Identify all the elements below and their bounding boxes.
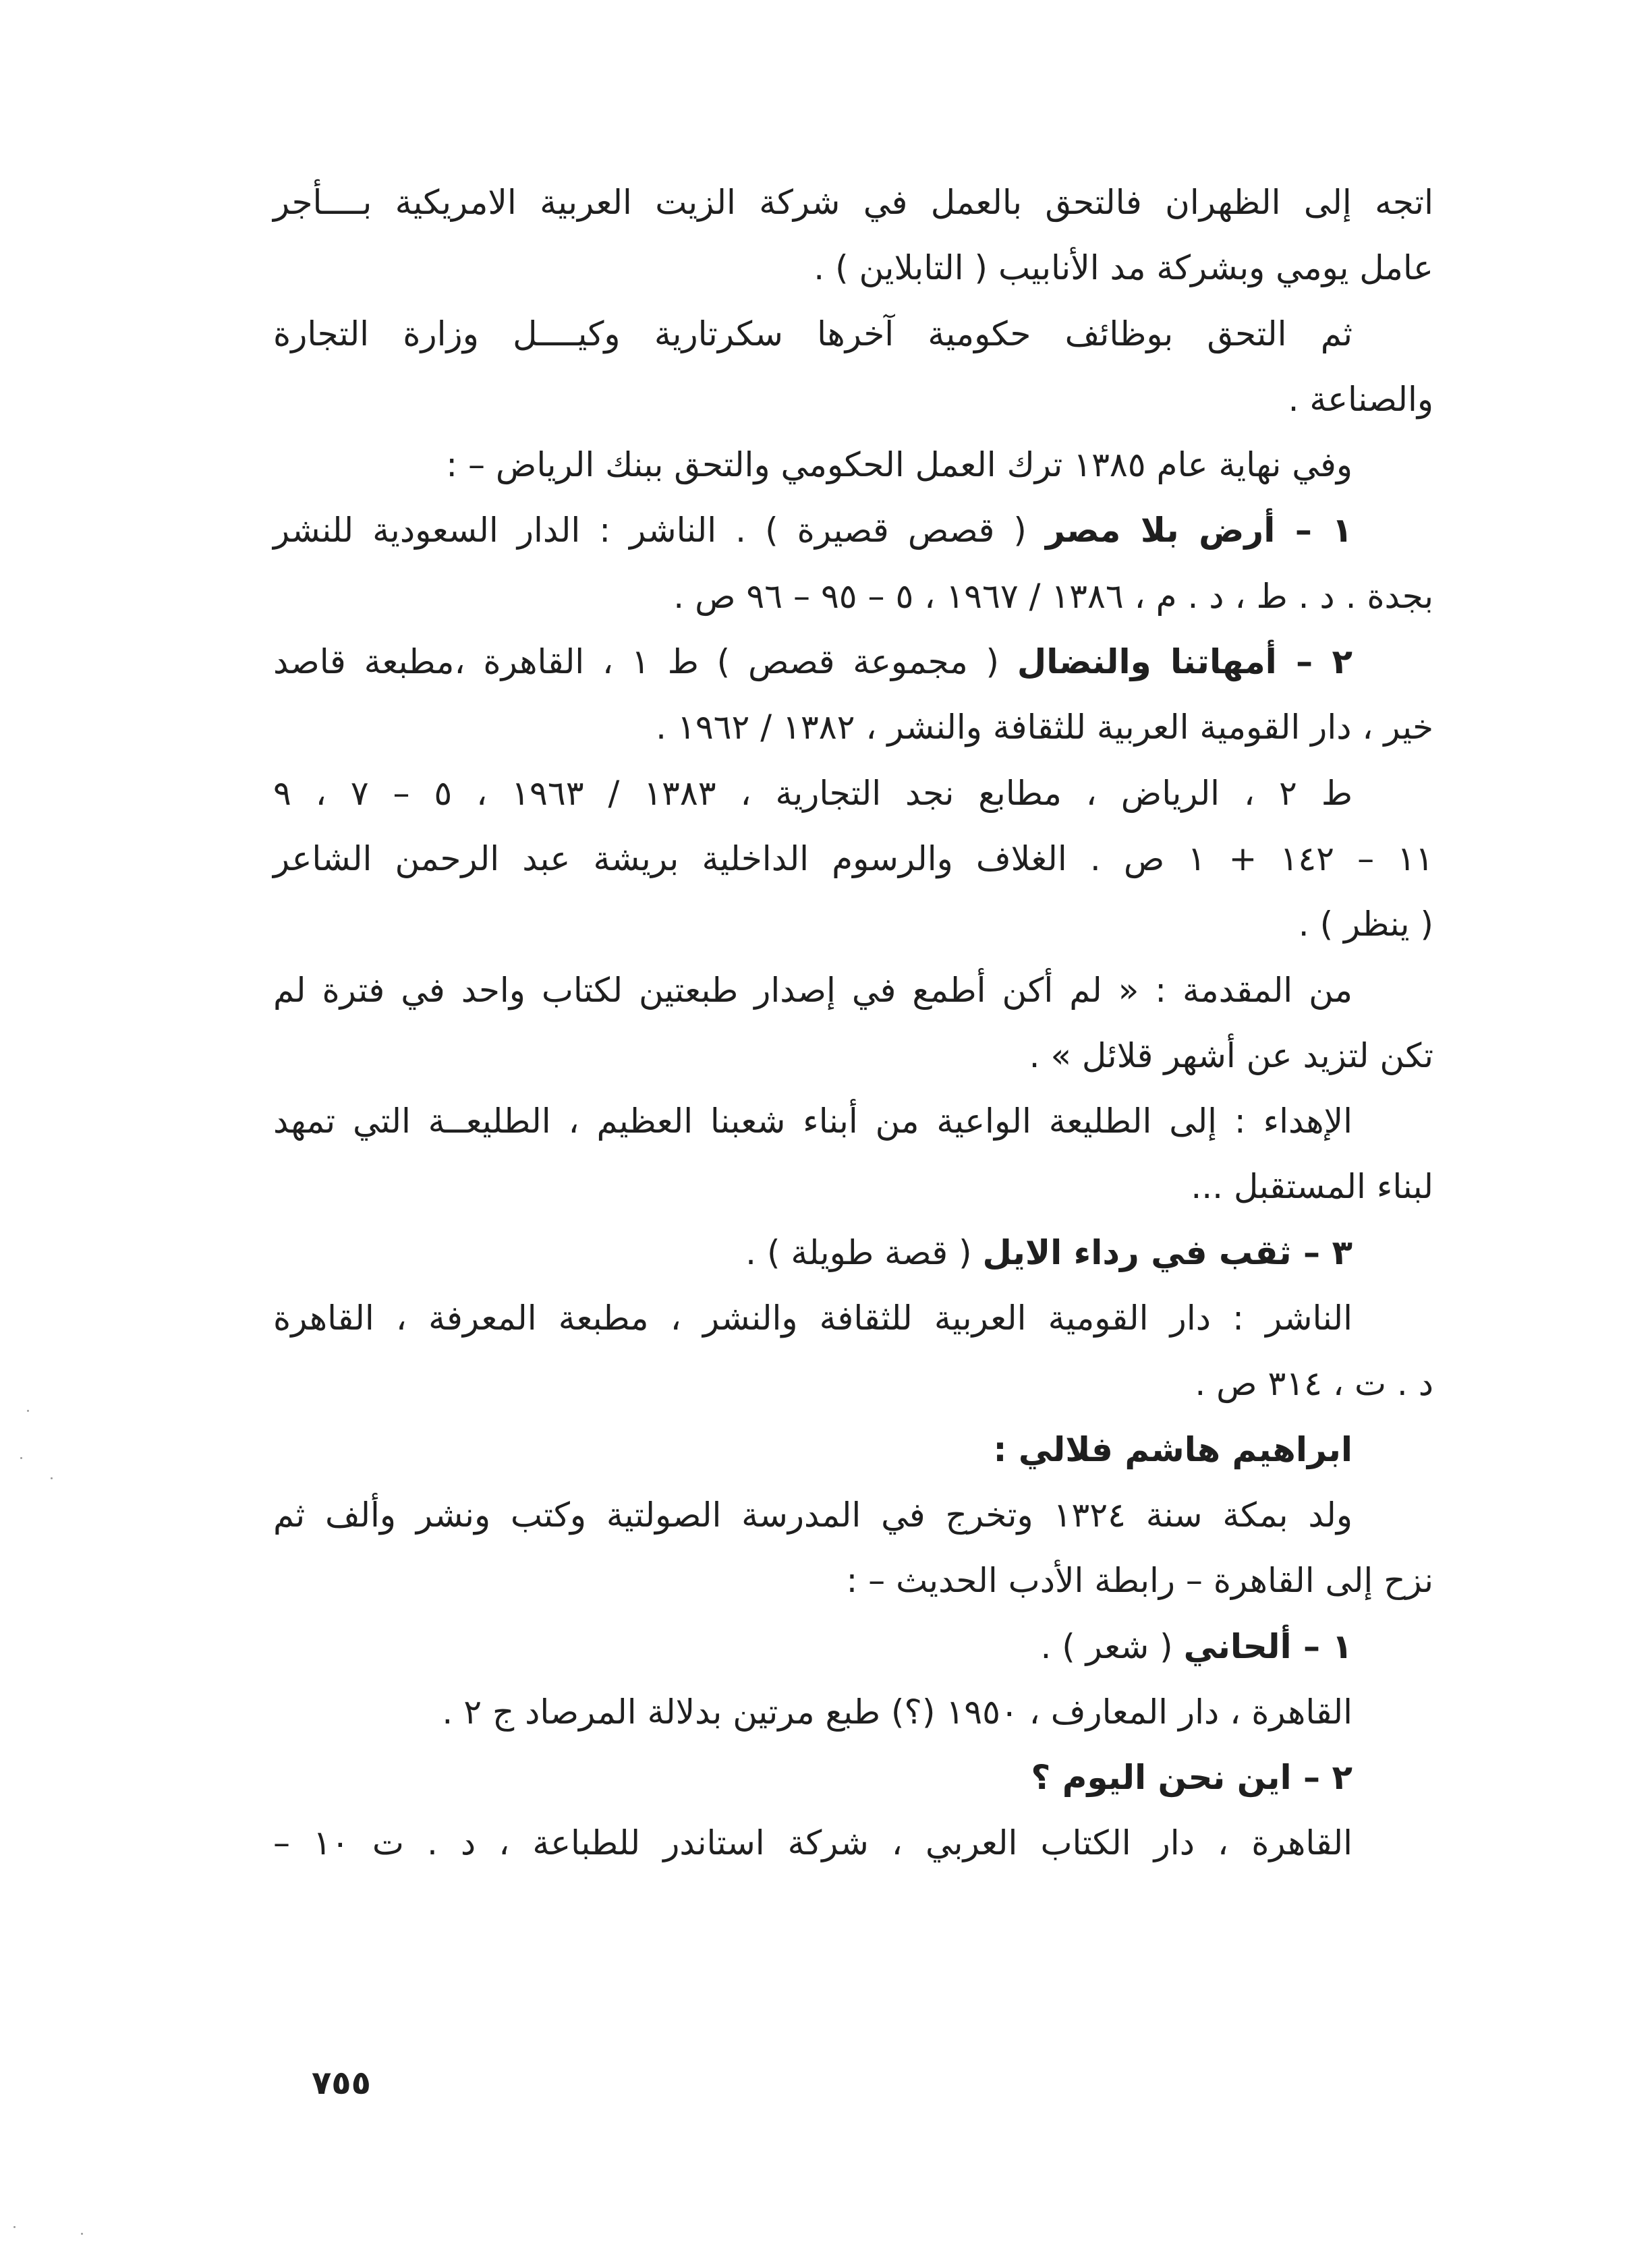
scan-noise xyxy=(20,1457,22,1459)
entry-title: ١ – ألحاني xyxy=(1183,1626,1352,1666)
line-text: من المقدمة : « لم أكن أطمع في إصدار طبعتين لكتاب واحد في فترة لم xyxy=(273,970,1352,1010)
text-line xyxy=(273,1745,1433,1811)
text-line xyxy=(273,826,1433,892)
text-line xyxy=(273,432,1433,498)
scan-noise xyxy=(81,2233,83,2235)
line-text: ١١ – ١٤٢ + ١ ص . الغلاف والرسوم الداخلية بريشة عبد الرحمن الشاعر xyxy=(273,838,1434,878)
text-line xyxy=(273,1680,1433,1745)
scan-noise xyxy=(13,2226,16,2228)
line-text: ( قصة طويلة ) . xyxy=(745,1232,983,1272)
line-text: خير ، دار القومية العربية للثقافة والنشر ، ١٣٨٢ / ١٩٦٢ . xyxy=(656,708,1433,747)
line-text: د . ت ، ٣١٤ ص . xyxy=(1195,1364,1433,1404)
line-text: وفي نهاية عام ١٣٨٥ ترك العمل الحكومي والتحق ببنك الرياض – : xyxy=(446,445,1352,485)
line-text: الإهداء : إلى الطليعة الواعية من أبناء شعبنا العظيم ، الطليعــة التي تمهد xyxy=(273,1102,1352,1141)
line-text: ( مجموعة قصص ) ط ١ ، القاهرة ،مطبعة قاصد xyxy=(273,642,1017,682)
text-line xyxy=(273,958,1433,1023)
scan-noise xyxy=(51,1477,53,1479)
text-line xyxy=(273,1089,1433,1154)
line-text: القاهرة ، دار المعارف ، ١٩٥٠ (؟) طبع مرتين بدلالة المرصاد ج ٢ . xyxy=(442,1692,1352,1732)
entry-title: ابراهيم هاشم فلالي : xyxy=(993,1429,1352,1469)
line-text: نزح إلى القاهرة – رابطة الأدب الحديث – : xyxy=(846,1561,1433,1601)
page-number: ٧٥٥ xyxy=(312,2064,371,2102)
entry-title: ٢ – أمهاتنا والنضال xyxy=(1017,642,1352,682)
body-text xyxy=(273,170,1433,1877)
text-line xyxy=(273,1483,1433,1548)
text-line xyxy=(273,1286,1433,1351)
text-line xyxy=(273,1351,1433,1417)
line-text: لبناء المستقبل ... xyxy=(1191,1167,1433,1207)
text-line xyxy=(273,761,1433,826)
text-line xyxy=(273,1811,1433,1876)
line-text: ط ٢ ، الرياض ، مطابع نجد التجارية ، ١٣٨٣ / ١٩٦٣ ، ٥ – ٧ ، ٩ xyxy=(273,773,1352,813)
text-line xyxy=(273,629,1433,695)
line-text: بجدة . د . ط ، د . م ، ١٣٨٦ / ١٩٦٧ ، ٥ – ٩٥ – ٩٦ ص . xyxy=(673,576,1433,616)
entry-title: ٢ – اين نحن اليوم ؟ xyxy=(1031,1758,1352,1798)
line-text: القاهرة ، دار الكتاب العربي ، شركة استاندر للطباعة ، د . ت ١٠ – xyxy=(273,1823,1352,1863)
entry-title: ١ – أرض بلا مصر xyxy=(1045,511,1352,550)
text-line xyxy=(273,302,1433,367)
line-text: عامل يومي وبشركة مد الأنابيب ( التابلاين ) . xyxy=(814,248,1433,288)
line-text: اتجه إلى الظهران فالتحق بالعمل في شركة الزيت العربية الامريكية بــــأجر xyxy=(273,183,1433,222)
text-line xyxy=(273,498,1433,563)
line-text: ( ينظر ) . xyxy=(1298,905,1433,944)
text-line xyxy=(273,367,1433,432)
line-text: ثم التحق بوظائف حكومية آخرها سكرتارية وكيــــل وزارة التجارة xyxy=(273,314,1352,353)
text-line xyxy=(273,1023,1433,1089)
text-line xyxy=(273,1220,1433,1286)
line-text: تكن لتزيد عن أشهر قلائل » . xyxy=(1029,1035,1433,1075)
line-text: ( شعر ) . xyxy=(1040,1626,1184,1666)
text-line xyxy=(273,1548,1433,1614)
scan-noise xyxy=(27,1410,29,1412)
line-text: والصناعة . xyxy=(1288,379,1433,419)
line-text: الناشر : دار القومية العربية للثقافة والنشر ، مطبعة المعرفة ، القاهرة xyxy=(273,1299,1352,1338)
text-line xyxy=(273,1154,1433,1220)
text-line xyxy=(273,1417,1433,1483)
line-text: ولد بمكة سنة ١٣٢٤ وتخرج في المدرسة الصولتية وكتب ونشر وألف ثم xyxy=(273,1495,1352,1535)
text-line xyxy=(273,170,1433,235)
text-line xyxy=(273,892,1433,957)
text-line xyxy=(273,564,1433,629)
text-line xyxy=(273,695,1433,760)
entry-title: ٣ – ثقب في رداء الايل xyxy=(982,1232,1352,1272)
line-text: ( قصص قصيرة ) . الناشر : الدار السعودية للنشر xyxy=(273,511,1046,550)
text-line xyxy=(273,235,1433,301)
text-line xyxy=(273,1614,1433,1680)
